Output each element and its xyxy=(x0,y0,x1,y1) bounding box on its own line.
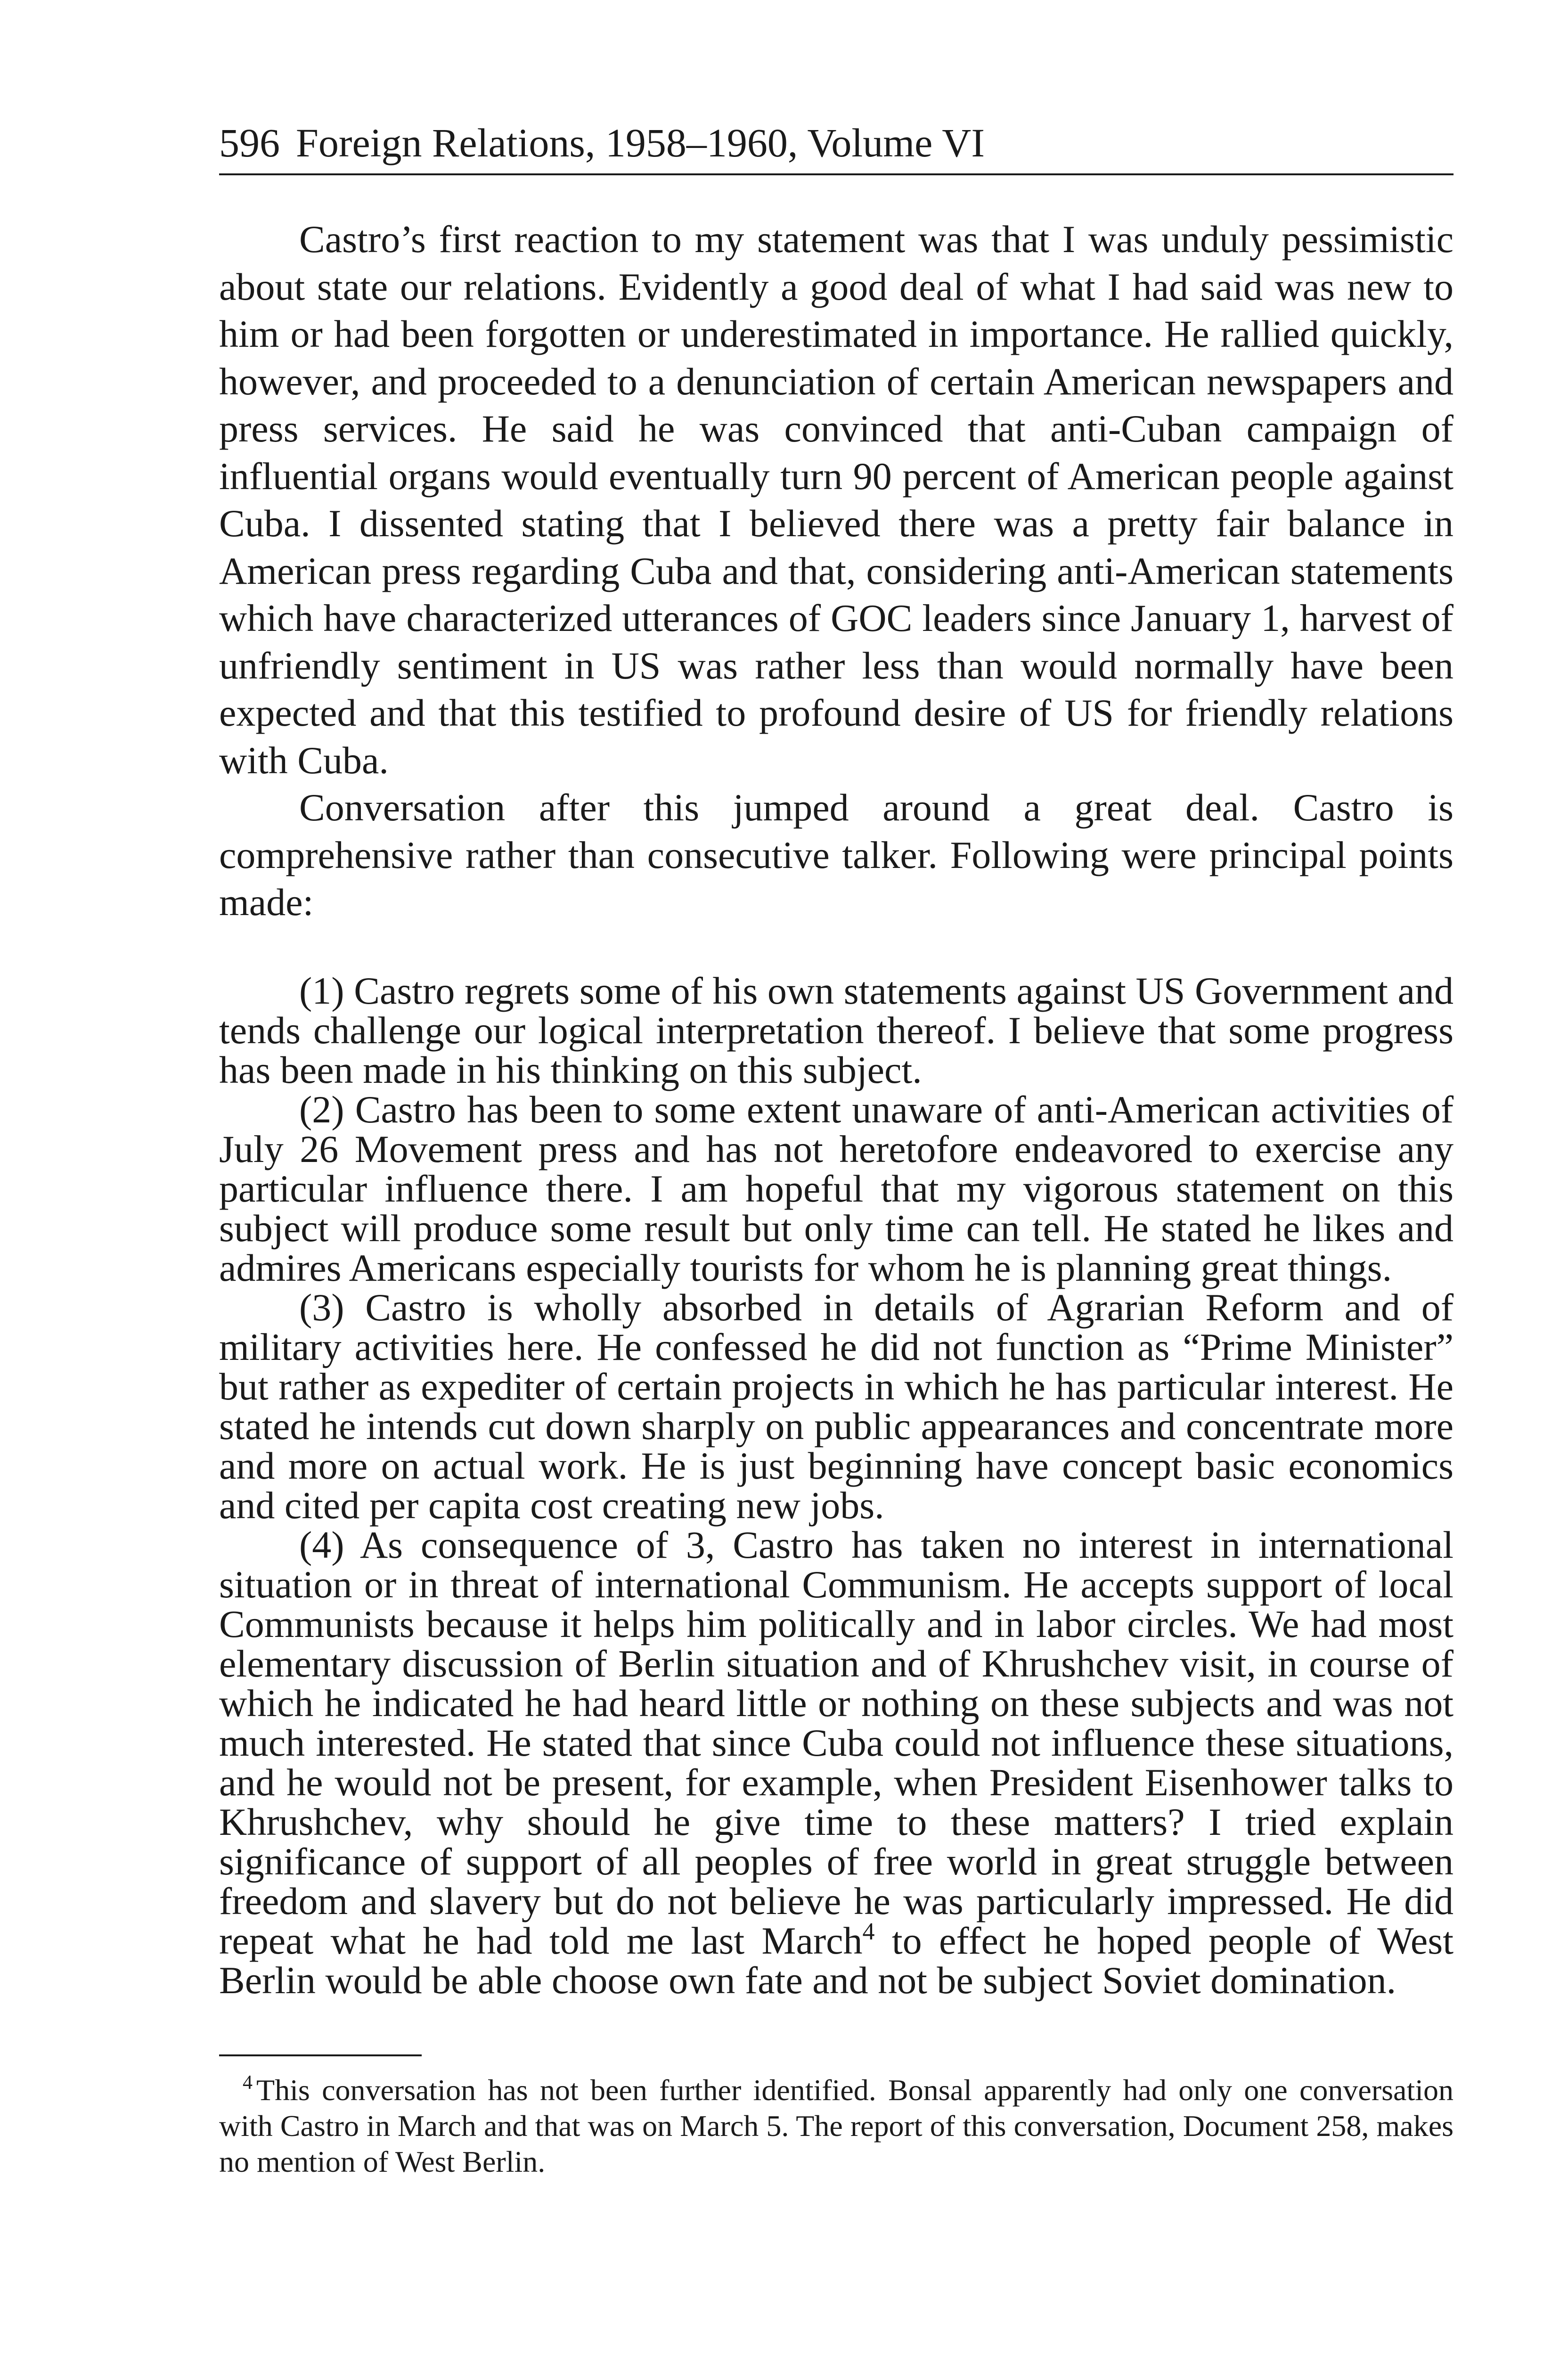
page-number: 596 xyxy=(219,120,280,165)
running-head xyxy=(219,120,1454,175)
point-1: (1) Castro regrets some of his own statements against US Government and tends challenge our logical interpretation thereof. I believe that some progress has been made in his thinking on this subject. xyxy=(219,969,1454,1091)
footnote-number: 4 xyxy=(243,2071,253,2094)
footnote-text: This conversation has not been further identified. Bonsal apparently had only one conversation with Castro in March and that was on March 5. The report of this conversation, Document 258, makes no mention of West Berlin. xyxy=(219,2073,1454,2178)
point-4-text-continued: to effect he hoped people of West Berlin would be able choose own fate and not be subject Soviet domination. xyxy=(219,1919,1454,2002)
point-3: (3) Castro is wholly absorbed in details of Agrarian Reform and of military activities here. He confessed he did not function as “Prime Minister” but rather as expediter of certain projects in which he has particular interest. He stated he intends cut down sharply on public appearances and concentrate more and more on actual work. He is just beginning have concept basic economics and cited per capita cost creating new jobs. xyxy=(219,1285,1454,1527)
volume-title: Foreign Relations, 1958–1960, Volume VI xyxy=(296,120,985,165)
footnote xyxy=(219,2072,1454,2180)
paragraph-castro-reaction: Castro’s first reaction to my statement was that I was unduly pessimistic about state our relations. Evidently a good deal of what I had said was new to him or had been forgotten or underestimated in importance. He rallied quickly, however, and proceeded to a denunciation of certain American newspapers and press services. He said he was convinced that anti-Cuban campaign of influential organs would eventually turn 90 percent of American people against Cuba. I dissented stating that I believed there was a pretty fair balance in American press regarding Cuba and that, considering anti-American statements which have characterized utterances of GOC leaders since January 1, harvest of unfriendly sentiment in US was rather less than would normally have been expected and that this testified to profound desire of US for friendly relations with Cuba. xyxy=(219,218,1454,782)
point-2: (2) Castro has been to some extent unaware of anti-American activities of July 26 Movement press and has not heretofore endeavored to exercise any particular influence there. I am hopeful that my vigorous statement on this subject will produce some result but only time can tell. He stated he likes and admires Americans especially tourists for whom he is planning great things. xyxy=(219,1088,1454,1289)
principal-points-list xyxy=(219,971,1454,2000)
paragraph-conversation: Conversation after this jumped around a great deal. Castro is comprehensive rather than consecutive talker. Following were principal points made: xyxy=(219,786,1454,924)
body-text xyxy=(219,216,1454,926)
footnote-reference[interactable]: 4 xyxy=(862,1918,875,1945)
point-4-text: (4) As consequence of 3, Castro has taken no interest in international situation or in threat of international Communism. He accepts support of local Communists because it helps him politically and in labor circles. We had most elementary discussion of Berlin situation and of Khrushchev visit, in course of which he indicated he had heard little or nothing on these subjects and was not much interested. He stated that since Cuba could not influence these situations, and he would not be present, for example, when President Eisenhower talks to Khrushchev, why should he give time to these matters? I tried explain significance of support of all peoples of free world in great struggle between freedom and slavery but do not believe he was particularly impressed. He did repeat what he had told me last March xyxy=(219,1523,1454,1962)
footnote-divider xyxy=(219,2054,422,2056)
point-4 xyxy=(219,1525,1454,2000)
document-page xyxy=(219,120,1454,2180)
